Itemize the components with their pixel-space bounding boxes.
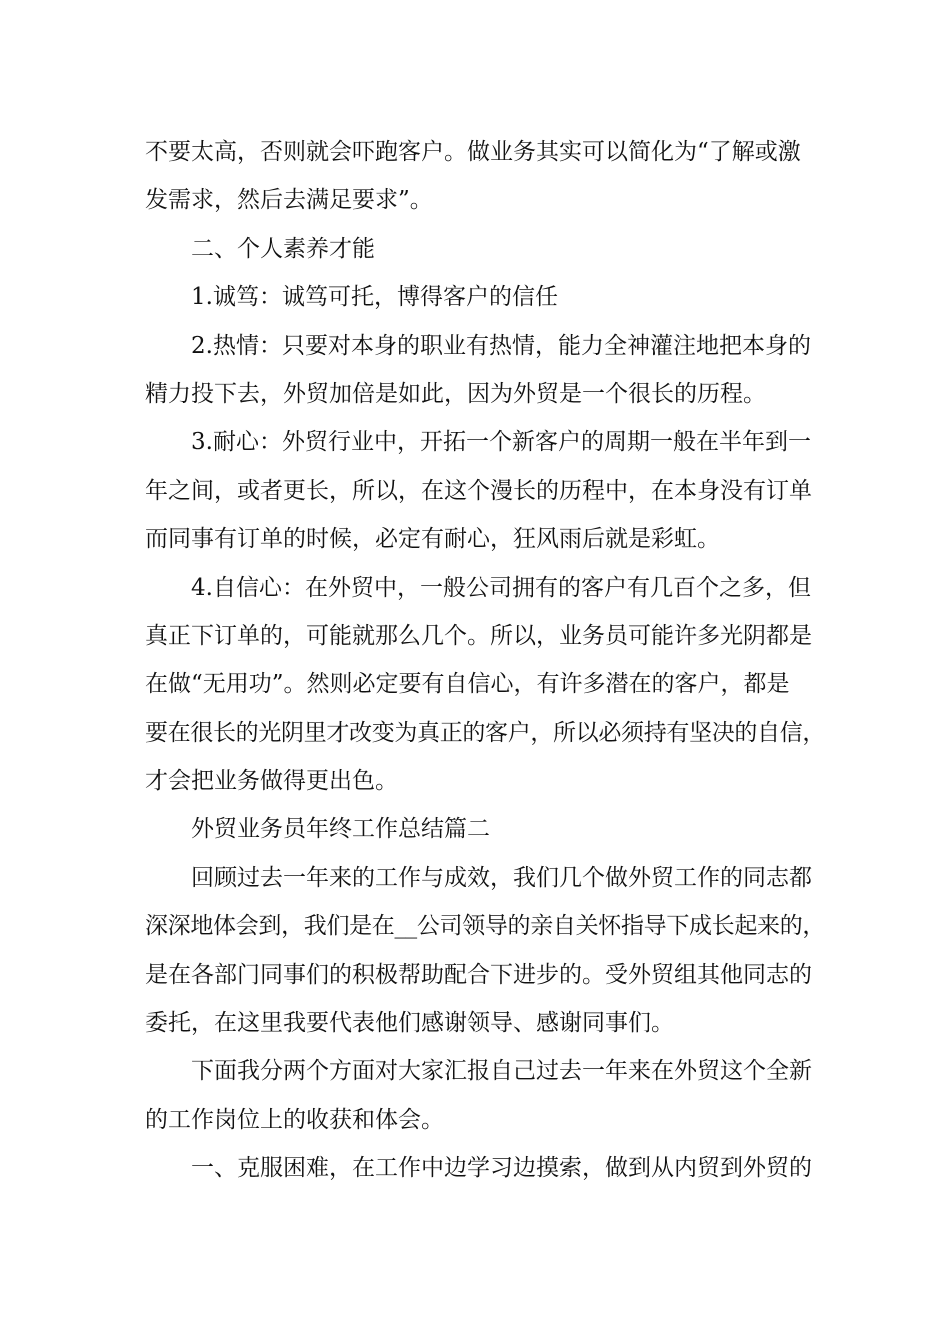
article-title: 外贸业务员年终工作总结篇二 [191, 816, 490, 843]
text-line: 发需求，然后去满足要求”。 [145, 187, 433, 214]
list-item: 4.自信心：在外贸中，一般公司拥有的客户有几百个之多，但 [191, 574, 811, 601]
text-line: 真正下订单的，可能就那么几个。所以，业务员可能许多光阴都是 [145, 622, 812, 649]
list-item: 1.诚笃：诚笃可托，博得客户的信任 [191, 284, 558, 311]
list-item: 2.热情：只要对本身的职业有热情，能力全神灌注地把本身的 [191, 332, 811, 359]
text-line: 年之间，或者更长，所以，在这个漫长的历程中，在本身没有订单 [145, 477, 812, 504]
text-line: 是在各部门同事们的积极帮助配合下进步的。受外贸组其他同志的 [145, 961, 812, 988]
text-line: 委托，在这里我要代表他们感谢领导、感谢同事们。 [145, 1010, 674, 1037]
text-line: 的工作岗位上的收获和体会。 [145, 1106, 444, 1133]
text-line: 而同事有订单的时候，必定有耐心，狂风雨后就是彩虹。 [145, 526, 720, 553]
text-line: 要在很长的光阴里才改变为真正的客户，所以必须持有坚决的自信， [145, 719, 826, 746]
section-heading: 一、克服困难，在工作中边学习边摸索，做到从内贸到外贸的 [191, 1155, 812, 1182]
text-line: 回顾过去一年来的工作与成效，我们几个做外贸工作的同志都 [191, 864, 812, 891]
section-heading: 二、个人素养才能 [191, 235, 375, 262]
text-line: 在做“无用功”。然则必定要有自信心，有许多潜在的客户，都是 [145, 671, 790, 698]
list-item: 3.耐心：外贸行业中，开拓一个新客户的周期一般在半年到一 [191, 429, 811, 456]
document-body [145, 128, 825, 1193]
text-line: 下面我分两个方面对大家汇报自己过去一年来在外贸这个全新 [191, 1058, 812, 1085]
text-line: 不要太高，否则就会吓跑客户。做业务其实可以简化为“了解或激 [145, 139, 801, 165]
text-line: 精力投下去，外贸加倍是如此，因为外贸是一个很长的历程。 [145, 380, 766, 407]
text-line: 深深地体会到，我们是在__公司领导的亲自关怀指导下成长起来的， [145, 913, 826, 940]
text-line: 才会把业务做得更出色。 [145, 768, 398, 795]
